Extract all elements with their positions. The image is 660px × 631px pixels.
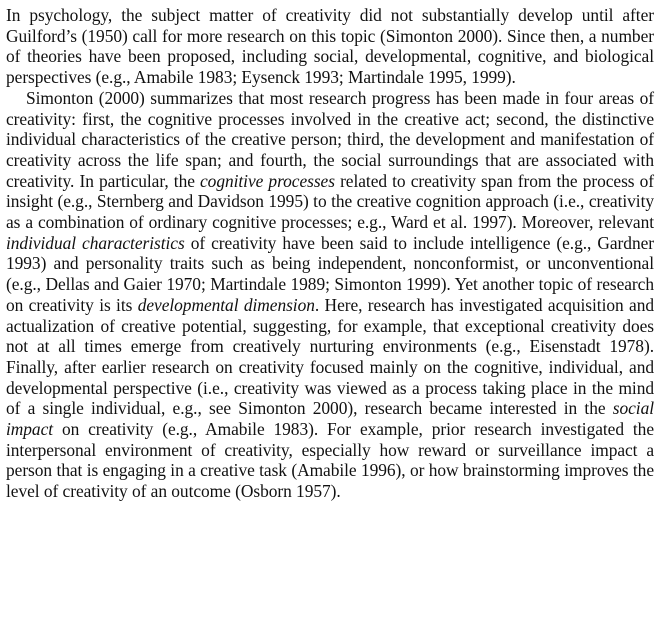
paragraph-text: of creativity have been said to include intelligence (e.g., Gardner 1993) and personality traits such as being independent, nonconformist, or unconventional (e.g., Dellas and Gaier 1970; Martindale 1989; Simonton 1999). Yet another topic of research on creativity is its — [6, 232, 654, 315]
paragraph-text: on creativity (e.g., Amabile 1983). For example, prior research investigated the interpersonal environment of creativity, especially how reward or surveillance impact a person that is engaging in a creative task (Amabile 1996), or how brainstorming improves the level of creativity of an outcome (Osborn 1957). — [6, 419, 654, 502]
paragraph-text: . Here, research has investigated acquisition and actualization of creative potential, suggesting, for example, that exceptional creativity does not at all times emerge from creatively nurturing environments (e.g., Eisenstadt 1978). Finally, after earlier research on creativity focused mainly on the cognitive, individual, and developmental perspective (i.e., creativity was viewed as a process taking place in the mind of a single individual, e.g., see Simonton 2000), research became interested in the — [6, 294, 654, 419]
emphasized-text: social impact — [6, 398, 654, 440]
paragraph-text: Simonton (2000) summarizes that most research progress has been made in four areas of creativity: first, the cognitive processes involved in the creative act; second, the distinctive individual characteristics of the creative person; third, the development and manifestation of creativity across the life span; and fourth, the social surroundings that are associated with creativity. In particular, the — [6, 87, 654, 191]
paragraph-1 — [6, 5, 654, 88]
emphasized-text: individual characteristics — [6, 232, 185, 253]
emphasized-text: developmental dimension — [137, 294, 315, 315]
paragraph-text: In psychology, the subject matter of creativity did not substantially develop until after Guilford’s (1950) call for more research on this topic (Simonton 2000). Since then, a number of theories have been proposed, including social, developmental, cognitive, and biological perspectives (e.g., Amabile 1983; Eysenck 1993; Martindale 1995, 1999). — [6, 5, 654, 88]
body-text — [6, 5, 654, 502]
paragraph-text: related to creativity span from the process of insight (e.g., Sternberg and Davidson 1995) to the creative cognition approach (i.e., creativity as a combination of ordinary cognitive processes; e.g., Ward et al. 1997). Moreover, relevant — [6, 170, 655, 233]
paragraph-2 — [6, 88, 654, 502]
emphasized-text: cognitive processes — [200, 170, 335, 191]
